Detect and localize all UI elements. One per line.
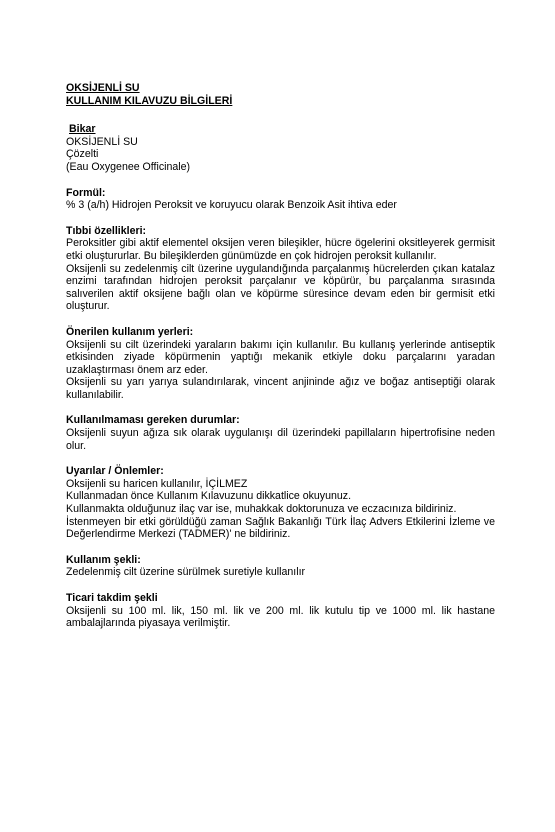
kullanim-sekli-heading: Kullanım şekli: [66,553,141,566]
kullanilmamasi-paragraph: Oksijenli suyun ağıza sık olarak uygulanışı dil üzerindeki papillaların hipertrofisine neden olur. [66,427,495,452]
bikar-heading: Bikar [69,123,96,136]
section-kullanilmamasi [66,414,495,452]
tibbi-paragraph: Peroksitler gibi aktif elementel oksijen veren bileşikler, hücre ögelerini oksitleyerek germisit etki oluştururlar. Bu bileşiklerden günümüzde en çok hidrojen peroksit kullanılır. [66,237,495,262]
bikar-line: OKSİJENLİ SU [66,135,138,148]
ticari-text: Oksijenli su 100 ml. lik, 150 ml. lik ve 200 ml. lik kutulu tip ve 1000 ml. lik hastane ambalajlarında piyasaya verilmiştir. [66,604,495,630]
bikar-line: (Eau Oxygenee Officinale) [66,160,191,173]
ticari-heading: Ticari takdim şekli [66,592,158,604]
tibbi-paragraph: Oksijenli su zedelenmiş cilt üzerine uygulandığında parçalanmış hücrelerden çıkan katalaz enzimi tarafından hidrojen peroksit parçalanır ve köpürür, bu parçalanma sırasında salıverilen aktif oksijene bağlı olan ve köpürme süresince devam eden bir germisit etki oluşturur. [66,262,495,313]
document-title-line2: KULLANIM KILAVUZU BİLGİLERİ [66,94,233,107]
kullanim-sekli-text: Zedelenmiş cilt üzerine sürülmek suretiyle kullanılır [66,566,306,579]
section-uyarilar [66,465,495,541]
section-kullanim-sekli [66,554,495,579]
kullanilmamasi-heading: Kullanılmaması gereken durumlar: [66,414,240,427]
onerilen-heading: Önerilen kullanım yerleri: [66,325,194,338]
uyarilar-heading: Uyarılar / Önlemler: [66,465,164,478]
formul-heading: Formül: [66,186,106,199]
onerilen-paragraph: Oksijenli su yarı yarıya sulandırılarak, vincent anjininde ağız ve boğaz antiseptiği olarak kullanılabilir. [66,376,495,401]
tibbi-heading: Tıbbi özellikleri: [66,224,147,237]
section-bikar [66,123,495,173]
document-title-line1: OKSİJENLİ SU [66,82,140,94]
section-formul [66,187,495,212]
onerilen-paragraph: Oksijenli su cilt üzerindeki yaraların bakımı için kullanılır. Bu kullanış yerlerinde antiseptik etkisinden ziyade köpürmenin yaptığı mekanik etkiyle doku parçalarını yaradan uzaklaştırması önem arz eder. [66,338,495,376]
uyarilar-paragraph: Oksijenli su haricen kullanılır, İÇİLMEZ [66,477,248,490]
section-onerilen [66,326,495,402]
section-ticari [66,592,495,630]
uyarilar-paragraph: Kullanmakta olduğunuz ilaç var ise, muhakkak doktorunuza ve eczacınıza bildiriniz. [66,503,457,516]
formul-text: % 3 (a/h) Hidrojen Peroksit ve koruyucu olarak Benzoik Asit ihtiva eder [66,199,397,212]
section-tibbi [66,225,495,313]
uyarilar-paragraph: İstenmeyen bir etki görüldüğü zaman Sağlık Bakanlığı Türk İlaç Advers Etkilerini İzleme ve Değerlendirme Merkezi (TADMER)' ne bildiriniz. [66,515,495,541]
uyarilar-paragraph: Kullanmadan önce Kullanım Kılavuzunu dikkatlice okuyunuz. [66,490,352,503]
bikar-line: Çözelti [66,148,99,161]
